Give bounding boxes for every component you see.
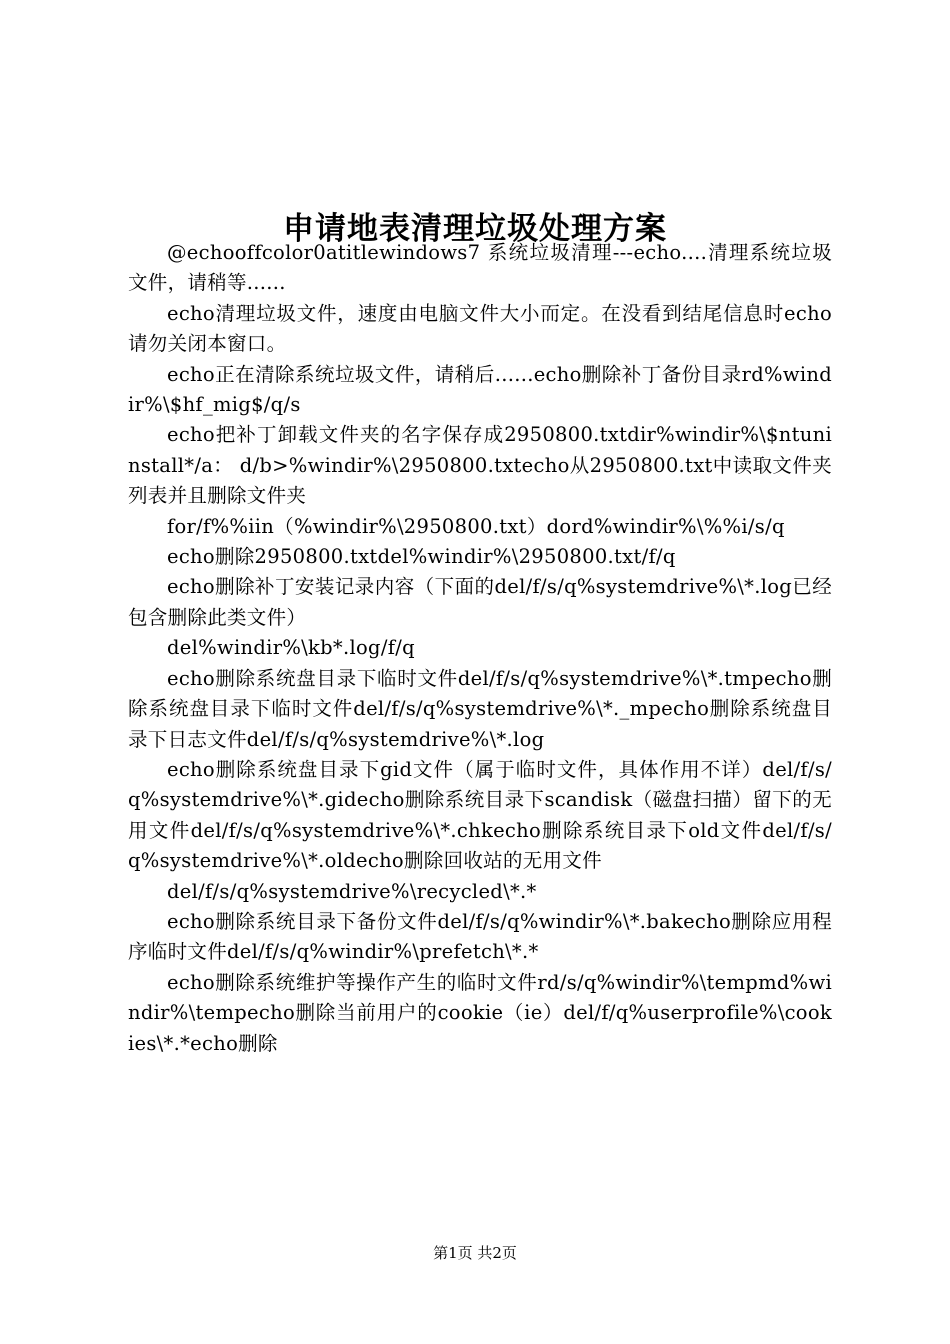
- paragraph: for/f%%iin（%windir%\2950800.txt）dord%windir%\%%i/s/q: [167, 514, 785, 538]
- paragraph: echo清理垃圾文件，速度由电脑文件大小而定。在没看到结尾信息时echo请勿关闭本窗口。: [128, 301, 832, 356]
- paragraph: @echooffcolor0atitlewindows7 系统垃圾清理---echo....清理系统垃圾文件，请稍等......: [128, 241, 832, 295]
- paragraph: echo删除2950800.txtdel%windir%\2950800.txt/f/q: [167, 545, 676, 569]
- document-body: [128, 238, 832, 1059]
- paragraph: del/f/s/q%systemdrive%\recycled\*.*: [167, 879, 537, 903]
- paragraph: echo删除系统目录下备份文件del/f/s/q%windir%\*.bakecho删除应用程序临时文件del/f/s/q%windir%\prefetch\*.*: [128, 909, 832, 964]
- paragraph: echo删除补丁安装记录内容（下面的del/f/s/q%systemdrive%\*.log已经包含删除此类文件）: [128, 575, 832, 629]
- paragraph: echo删除系统盘目录下gid文件（属于临时文件，具体作用不详）del/f/s/q%systemdrive%\*.gidecho删除系统目录下scandisk（磁盘扫描）留下的无用文件del/f/s/q%systemdrive%\*.chkecho删除系统目录下old文件del/f/s/q%systemdrive%\*.oldecho删除回收站的无用文件: [128, 757, 832, 873]
- paragraph: echo删除系统维护等操作产生的临时文件rd/s/q%windir%\tempmd%windir%\tempecho删除当前用户的cookie（ie）del/f/q%userprofile%\cookies\*.*echo删除: [128, 970, 832, 1055]
- paragraph: echo正在清除系统垃圾文件，请稍后......echo删除补丁备份目录rd%windir%\$hf_mig$/q/s: [128, 362, 832, 417]
- page-title: 申请地表清理垃圾处理方案: [283, 210, 667, 247]
- paragraph: del%windir%\kb*.log/f/q: [167, 636, 415, 660]
- paragraph: echo把补丁卸载文件夹的名字保存成2950800.txtdir%windir%\$ntuninstall*/a： d/b>%windir%\2950800.txtecho从2950800.txt中读取文件夹列表并且删除文件夹: [128, 423, 832, 508]
- paragraph: echo删除系统盘目录下临时文件del/f/s/q%systemdrive%\*.tmpecho删除系统盘目录下临时文件del/f/s/q%systemdrive%\*._mpecho删除系统盘目录下日志文件del/f/s/q%systemdrive%\*.log: [128, 666, 832, 751]
- page-footer: 第1页 共2页: [433, 1244, 517, 1262]
